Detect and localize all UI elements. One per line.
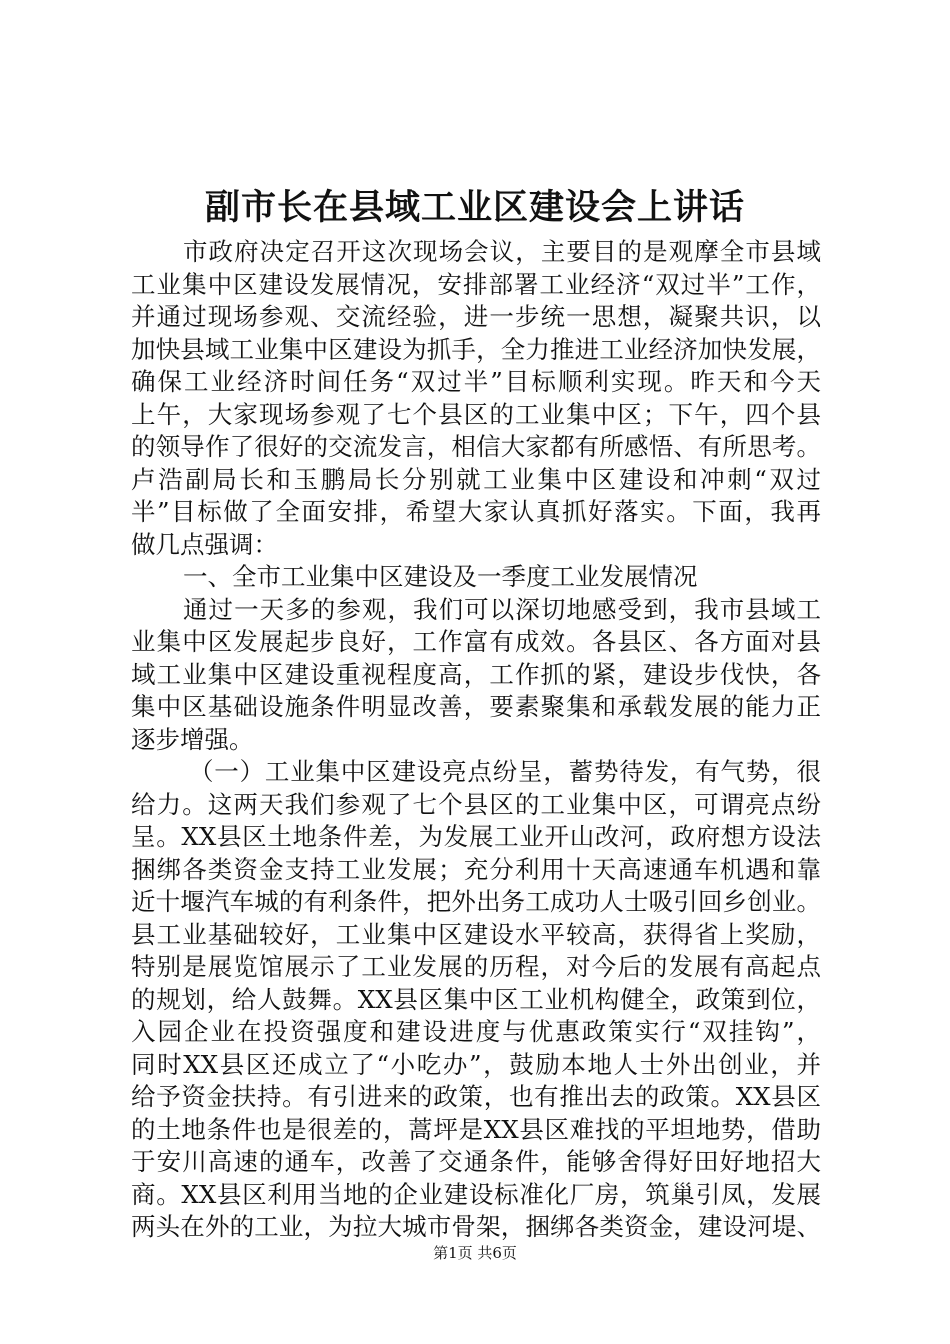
text-line: 域工业集中区建设重视程度高，工作抓的紧，建设步伐快，各 xyxy=(131,659,821,689)
document-title: 副市长在县域工业区建设会上讲话 xyxy=(204,187,745,228)
text-line: 入园企业在投资强度和建设进度与优惠政策实行“双挂钩”， xyxy=(131,1017,821,1046)
text-line: 呈。XX县区土地条件差，为发展工业开山改河，政府想方设法 xyxy=(131,822,821,851)
subsection-line: （一）工业集中区建设亮点纷呈，蓄势待发，有气势，很 xyxy=(189,757,821,786)
text-line: 逐步增强。 xyxy=(131,724,254,754)
text-line: 县工业基础较好，工业集中区建设水平较高，获得省上奖励， xyxy=(131,919,821,949)
text-line: 做几点强调： xyxy=(131,529,278,559)
text-line: 通过一天多的参观，我们可以深切地感受到，我市县域工 xyxy=(183,594,821,624)
text-line: 特别是展览馆展示了工业发展的历程，对今后的发展有高起点 xyxy=(131,952,821,981)
text-line: 并通过现场参观、交流经验，进一步统一思想，凝聚共识，以 xyxy=(131,302,821,331)
section-heading: 一、全市工业集中区建设及一季度工业发展情况 xyxy=(183,562,698,591)
text-line: 近十堰汽车城的有利条件，把外出务工成功人士吸引回乡创业。 xyxy=(131,887,821,916)
text-line: 半”目标做了全面安排，希望大家认真抓好落实。下面，我再 xyxy=(131,497,821,526)
text-line: 上午，大家现场参观了七个县区的工业集中区；下午，四个县 xyxy=(131,399,821,429)
document-body xyxy=(131,236,821,1244)
text-line: 卢浩副局长和玉鹏局长分别就工业集中区建设和冲刺“双过 xyxy=(131,464,821,494)
text-line: 业集中区发展起步良好，工作富有成效。各县区、各方面对县 xyxy=(131,627,821,656)
text-line: 两头在外的工业，为拉大城市骨架，捆绑各类资金，建设河堤、 xyxy=(131,1212,821,1241)
text-line: 加快县域工业集中区建设为抓手，全力推进工业经济加快发展， xyxy=(131,334,821,364)
page-footer: 第1页 共6页 xyxy=(433,1244,517,1262)
text-line: 的规划，给人鼓舞。XX县区集中区工业机构健全，政策到位， xyxy=(131,984,821,1014)
text-line: 商。XX县区利用当地的企业建设标准化厂房，筑巢引凤，发展 xyxy=(131,1179,821,1209)
text-line: 给予资金扶持。有引进来的政策，也有推出去的政策。XX县区 xyxy=(131,1082,821,1111)
text-line: 确保工业经济时间任务“双过半”目标顺利实现。昨天和今天 xyxy=(131,367,821,396)
text-line: 于安川高速的通车，改善了交通条件，能够舍得好田好地招大 xyxy=(131,1147,821,1176)
text-line: 给力。这两天我们参观了七个县区的工业集中区，可谓亮点纷 xyxy=(131,789,821,819)
text-line: 捆绑各类资金支持工业发展；充分利用十天高速通车机遇和靠 xyxy=(131,854,821,884)
text-line: 的土地条件也是很差的，蒿坪是XX县区难找的平坦地势，借助 xyxy=(131,1114,821,1144)
text-line: 的领导作了很好的交流发言，相信大家都有所感悟、有所思考。 xyxy=(131,432,821,461)
text-line: 工业集中区建设发展情况，安排部署工业经济“双过半”工作， xyxy=(131,269,821,299)
text-line: 同时XX县区还成立了“小吃办”，鼓励本地人士外出创业，并 xyxy=(131,1049,821,1079)
text-line: 集中区基础设施条件明显改善，要素聚集和承载发展的能力正 xyxy=(131,692,821,721)
text-line: 市政府决定召开这次现场会议，主要目的是观摩全市县域 xyxy=(183,237,821,266)
